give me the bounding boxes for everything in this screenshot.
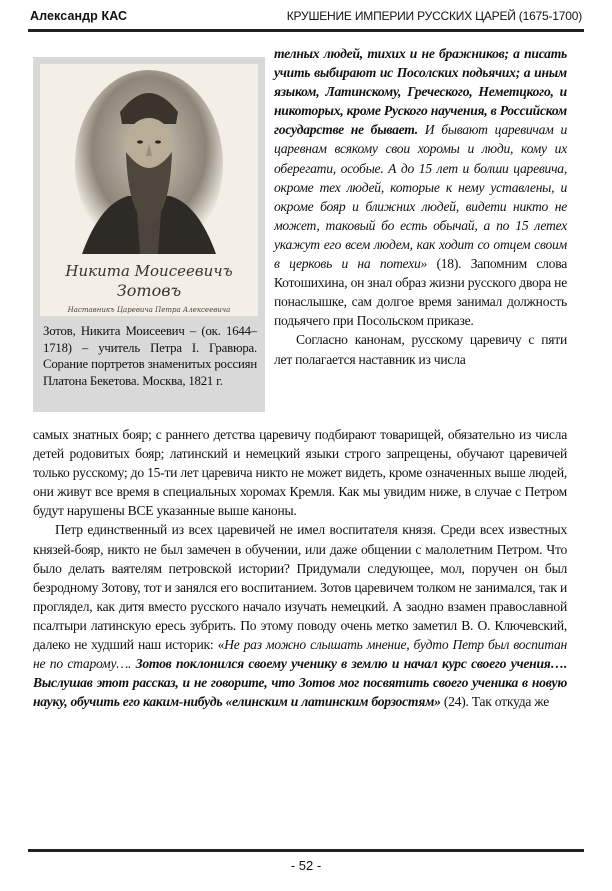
klyuchevsky-quote-italic: Не раз можно слышать мнение, будто Петр был воспитан не по старому…. (33, 637, 567, 672)
quote-italic-text: И бывают царевичам и царевнам всякому свои хоромы и люди, кому их оберегати, особые. А до 15 лет и болши царевича, окроме тех людей, которые к нему уставлены, и окроме бояр и ближних людей, видети никто не может, таковый бо есть обычай, а по 15 летех укажут его всем людем, как ходит со отцем своим в церковь и на потехи» (274, 122, 567, 272)
portrait-image (40, 64, 258, 316)
portrait-inscription-subtitle: Наставникъ Царевича Петра Алексеевича (67, 306, 231, 314)
portrait-inscription-name: Никита Моисеевичъ (65, 262, 233, 280)
paragraph-3-text: Петр единственный из всех царевичей не имел воспитателя князя. Среди всех известных князей-бояр, никто не был замечен в обучении, или даже общении с малолетним Петром. Что было делать ваятелям петровской истории? Придумали следующее, мол, поручен он был безродному Зотову, тот и занялся его воспитанием. Зотов царевичем толком не занимался, так и проглядел, как дитя вместо русского начало изучать немецкий. А заодно взамен православной псалтыри латинскую ересь зубрить. По этому поводу очень метко заметил В. О. Ключевский, далеко не худший наш историк: « (33, 522, 567, 653)
paragraph-2-start: Согласно канонам, русскому царевичу с пяти лет полагается наставник из числа (274, 332, 567, 367)
klyuchevsky-quote-bold: Зотов поклонился своему ученику в землю и начал курс своего учения…. Выслушав этот рассказ, и не говорите, что Зотов мог посвятить своего ученика в новую науку, обучить его каким-нибудь «елинским и латинским борзостям» (33, 656, 567, 710)
header-rule (28, 29, 584, 32)
portrait-caption: Зотов, Никита Моисеевич – (ок. 1644–1718) – учитель Петра I. Гравюра. Сорание портретов знаменитых россиян Платона Бекетова. Москва, 1821 г. (43, 324, 257, 388)
after-quote-text: (18). Запомним слова Котошихина, он знал образ жизни русского двора не понаслышке, сам долгое время занимал должность подьячего при Посольском приказе. (274, 256, 567, 329)
body-text (33, 425, 567, 711)
page-number: - 52 - (290, 858, 322, 873)
portrait-inscription-surname: Зотовъ (116, 281, 182, 300)
paragraph-3-end: (24). Так откуда же (440, 694, 550, 710)
quote-bold-text: телных людей, тихих и не бражников; а писать учить выбирают ис Посолских подьячих; а иным языком, Латинскому, Греческого, Неметцкого, и никоторых, кроме Руского научения, в Российском государстве не бывает. (274, 46, 567, 138)
paragraph-3 (33, 520, 567, 711)
portrait-figure (33, 57, 265, 412)
header-author: Александр КАС (30, 9, 128, 23)
right-column-text (274, 44, 567, 369)
paragraph-2-continuation: самых знатных бояр; с раннего детства царевичу подбирают товарищей, обязательно из числа детей родовитых бояр; латинский и немецкий языки строго запрещены, обучают царевичей только русскому; до 15-ти лет царевича никто не может видеть, кроме означенных выше людей, они живут все время в специальных хоромах Кремля. Как мы увидим ниже, в случае с Петром будут нарушены ВСЕ указанные выше каноны. (33, 427, 567, 519)
header-book-title: КРУШЕНИЕ ИМПЕРИИ РУССКИХ ЦАРЕЙ (1675-1700) (286, 9, 582, 23)
footer-rule (28, 849, 584, 852)
